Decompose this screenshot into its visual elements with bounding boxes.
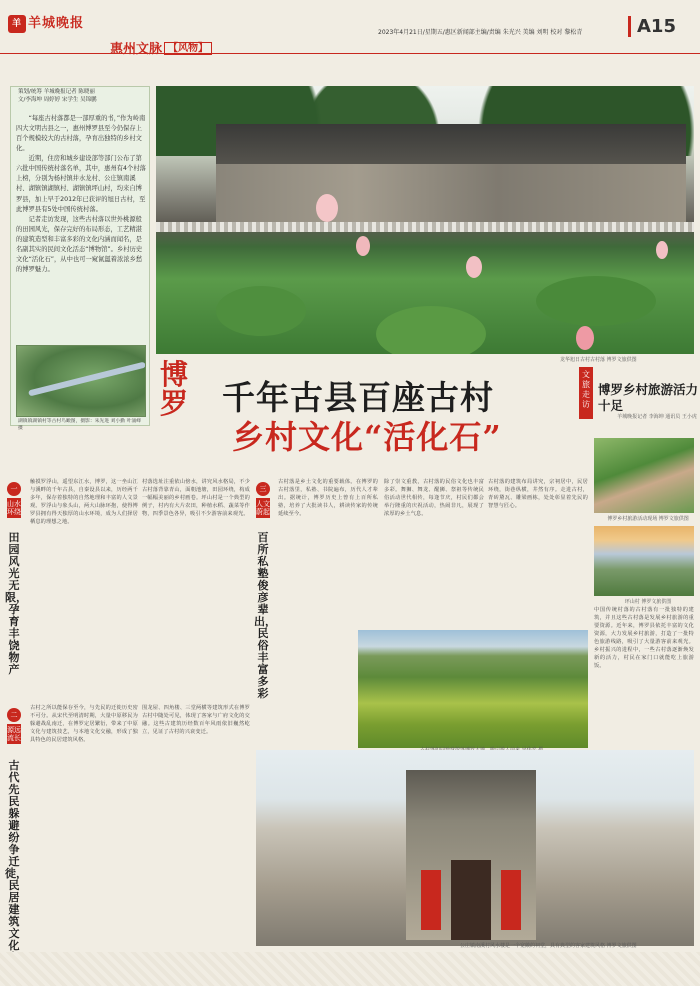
- sidebar-tag: 文旅走访: [579, 367, 593, 419]
- river-shape: [28, 362, 146, 397]
- sidebar-photo2-caption: [600, 598, 696, 605]
- main-village-photo: [156, 86, 694, 354]
- gate-photo-caption: 公庄镇南溪村风水楼是一个宽敞的祠堂，具有典型的客家建筑风格 博罗文旅供图: [460, 943, 637, 949]
- railing-shape: [156, 222, 694, 232]
- masthead: [0, 0, 700, 54]
- walls-shape: [216, 164, 686, 224]
- section-title: 古代先民躲避纷争迁徙，民居建筑文化: [5, 759, 27, 952]
- credit-line: 文/李海坤 周婷婷 宋学生 吴锦鹏: [18, 97, 97, 104]
- caption-credit: 博罗文旅供图: [641, 599, 672, 605]
- column-title: [110, 38, 212, 57]
- sidebar-body: 中国传统村落的古村落有一批独特的建筑，并且这些古村落是发展乡村旅游的重要资源。近年来，博罗县依托丰富的文化资源，大力发展乡村旅游，打造了一批特色旅游线路，吸引了大量游客前来观光。乡村振兴的进程中，一些古村落逐渐焕发新的活力，村民在家门口就能吃上旅游饭。: [594, 607, 694, 670]
- lotus-leaf: [376, 306, 486, 354]
- credit-line: 策划/统筹 羊城晚报记者 陈晓丽: [18, 89, 95, 95]
- lotus-leaf: [536, 276, 656, 326]
- headline: 千年古县百座古村: [222, 378, 494, 417]
- logo-seal-icon: 羊: [8, 15, 26, 33]
- field-photo: [358, 630, 588, 748]
- roofs-shape: [216, 124, 686, 164]
- caption-text: 博罗乡村旅游活动现场: [607, 516, 658, 522]
- region-label: 博罗: [160, 358, 189, 421]
- main-photo-caption: 龙华旭日古村古村落 博罗文旅供图: [560, 357, 637, 363]
- lotus-leaf: [216, 286, 306, 336]
- page-number: A15: [628, 16, 676, 37]
- page-footer-pattern: [0, 952, 700, 986]
- lotus-flower: [316, 194, 338, 222]
- body-column: 古村之所以能保存至今，与先民的迁徙历史密不可分。从宋代至明清时期，大量中原移民为躲避战乱南迁，在博罗定居繁衍，带来了中原文化与建筑技艺，与本地文化交融，形成了独具特色的民居建筑风格。: [30, 705, 138, 744]
- subheadline: 乡村文化“活化石”: [232, 418, 502, 456]
- intro-paragraph: “每座古村落都是一部厚重的书，”作为岭南四大文明古县之一，惠州博罗县至今仍保存上百个规模较大的古村落，孕育出独特的乡村文化。: [16, 115, 146, 153]
- newspaper-logo: [8, 12, 84, 33]
- sidebar-photo-village: [594, 526, 694, 596]
- intro-paragraph: 近期，住房和城乡建设部等部门公布了第六批中国传统村落名单，其中，惠州有4个村落上榜，分别为杨村镇井水龙村、公庄镇南溪村、湖镇镇湖镇村、湖镇镇坪山村，均来自博罗县，加上早于2012年已获评的旭日古村，至此博罗县有5处中国传统村落。: [16, 155, 146, 213]
- caption-credit: 博罗文旅供图: [658, 516, 689, 522]
- caption-text: 坪山村: [624, 599, 640, 605]
- section-badge: 一: [7, 482, 21, 496]
- lotus-flower: [466, 256, 482, 278]
- section-label: 山水环绕: [7, 500, 21, 516]
- gate-photo: [256, 750, 694, 946]
- column-title-text: 惠州文脉: [110, 42, 163, 57]
- intro-text: [16, 114, 146, 344]
- body-column: 围龙屋、四角楼、三堂两横等建筑形式在博罗古村中随处可见，体现了客家与广府文化的交融。这些古建筑历经数百年风雨依旧巍然屹立，见证了古村的兴衰变迁。: [142, 705, 250, 736]
- body-column: 古村落是乡土文化的重要载体。在博罗的古村落里，私塾、书院遍布，历代人才辈出。据统计，博罗历史上曾有上百所私塾，培养了大批读书人，耕读传家的传统延续至今。: [278, 479, 378, 518]
- section-label: 源远流长: [7, 726, 21, 742]
- dateline: 2023年4月21日/星期五/惠区新闻部主编/责编 朱光兴 美编 刘明 校对 黎松青: [378, 29, 583, 36]
- column-tag: 【风物】: [164, 42, 212, 55]
- section-label: 人文蔚起: [256, 500, 270, 516]
- sidebar-title: 博罗乡村旅游活力十足: [598, 382, 699, 413]
- section-title: 百所私塾俊彦辈出，民俗丰富多彩: [254, 531, 276, 700]
- sidebar-credit: 羊城晚报记者 李海坤 通讯员 王小虎: [617, 414, 697, 420]
- gate-plaque-left: [421, 870, 441, 930]
- gate-door-shape: [451, 860, 491, 940]
- section-badge: 二: [7, 708, 21, 722]
- lotus-flower: [656, 241, 668, 259]
- lotus-flower: [356, 236, 370, 256]
- map-caption-text: 湖镇镇湖镇村等古村鸟瞰图，摄影：朱先进 刘小勤: [18, 419, 126, 424]
- section-badge: 三: [256, 482, 270, 496]
- body-column: 古村落的建筑布局讲究，宗祠居中，民居环绕，街巷纵横，井然有序。走进古村，青砖黛瓦、雕梁画栋，处处彰显着先民的智慧与匠心。: [488, 479, 588, 510]
- column-tag-text: 风物: [178, 43, 199, 54]
- aerial-map-photo: [16, 345, 146, 417]
- credits: [18, 88, 146, 105]
- sidebar-photo-tourism: [594, 438, 694, 513]
- paper-name: 羊城晚报: [28, 16, 85, 31]
- lotus-flower: [576, 326, 594, 350]
- sidebar-photo1-caption: [600, 515, 696, 522]
- body-column: 除了崇文重教，古村落的民俗文化也丰富多彩。舞狮、舞龙、醒狮、祭祖等传统民俗活动世代相传，每逢节庆，村民们都会举行隆重的庆祝活动，热闹非凡，展现了浓厚的乡土气息。: [384, 479, 484, 518]
- map-caption: [18, 419, 146, 432]
- intro-paragraph: 记者走访发现，这些古村落以世外桃源般的田园风光，保存完好的布局形态，工艺精湛的建筑造型和丰富多彩的文化内涵而闻名，是名副其实的民间文化活态“博物馆”。乡村历史文化“活化石”，从中也可一窥氤氲着浓浓乡愁的博罗魅力。: [16, 215, 143, 273]
- body-column: 触摸罗浮山，遥望东江水，博罗，这一坐山江与溪畔的千年古县，自秦设县以来，历经两千多年，保存着独特的自然地理和丰富的人文景观。罗浮山与象头山，两大山脉环抱，使得博罗县拥有得天独厚的山水环境，成为人们择居栖息的理想之地。: [30, 479, 138, 526]
- section-title: 田园风光无限，孕育丰饶物产: [5, 531, 27, 676]
- map-credit: 叶涌峰 摄: [18, 419, 141, 431]
- gate-plaque-right: [501, 870, 521, 930]
- body-column: 村落选址注重依山傍水，讲究风水格局，不少古村落背靠青山，面朝池塘，田园环绕，构成一幅幅美丽的乡村画卷。坪山村是一个典型的例子，村内有大片农田，种植水稻、蔬菜等作物，四季景色各异，吸引不少游客前来观光。: [142, 479, 250, 518]
